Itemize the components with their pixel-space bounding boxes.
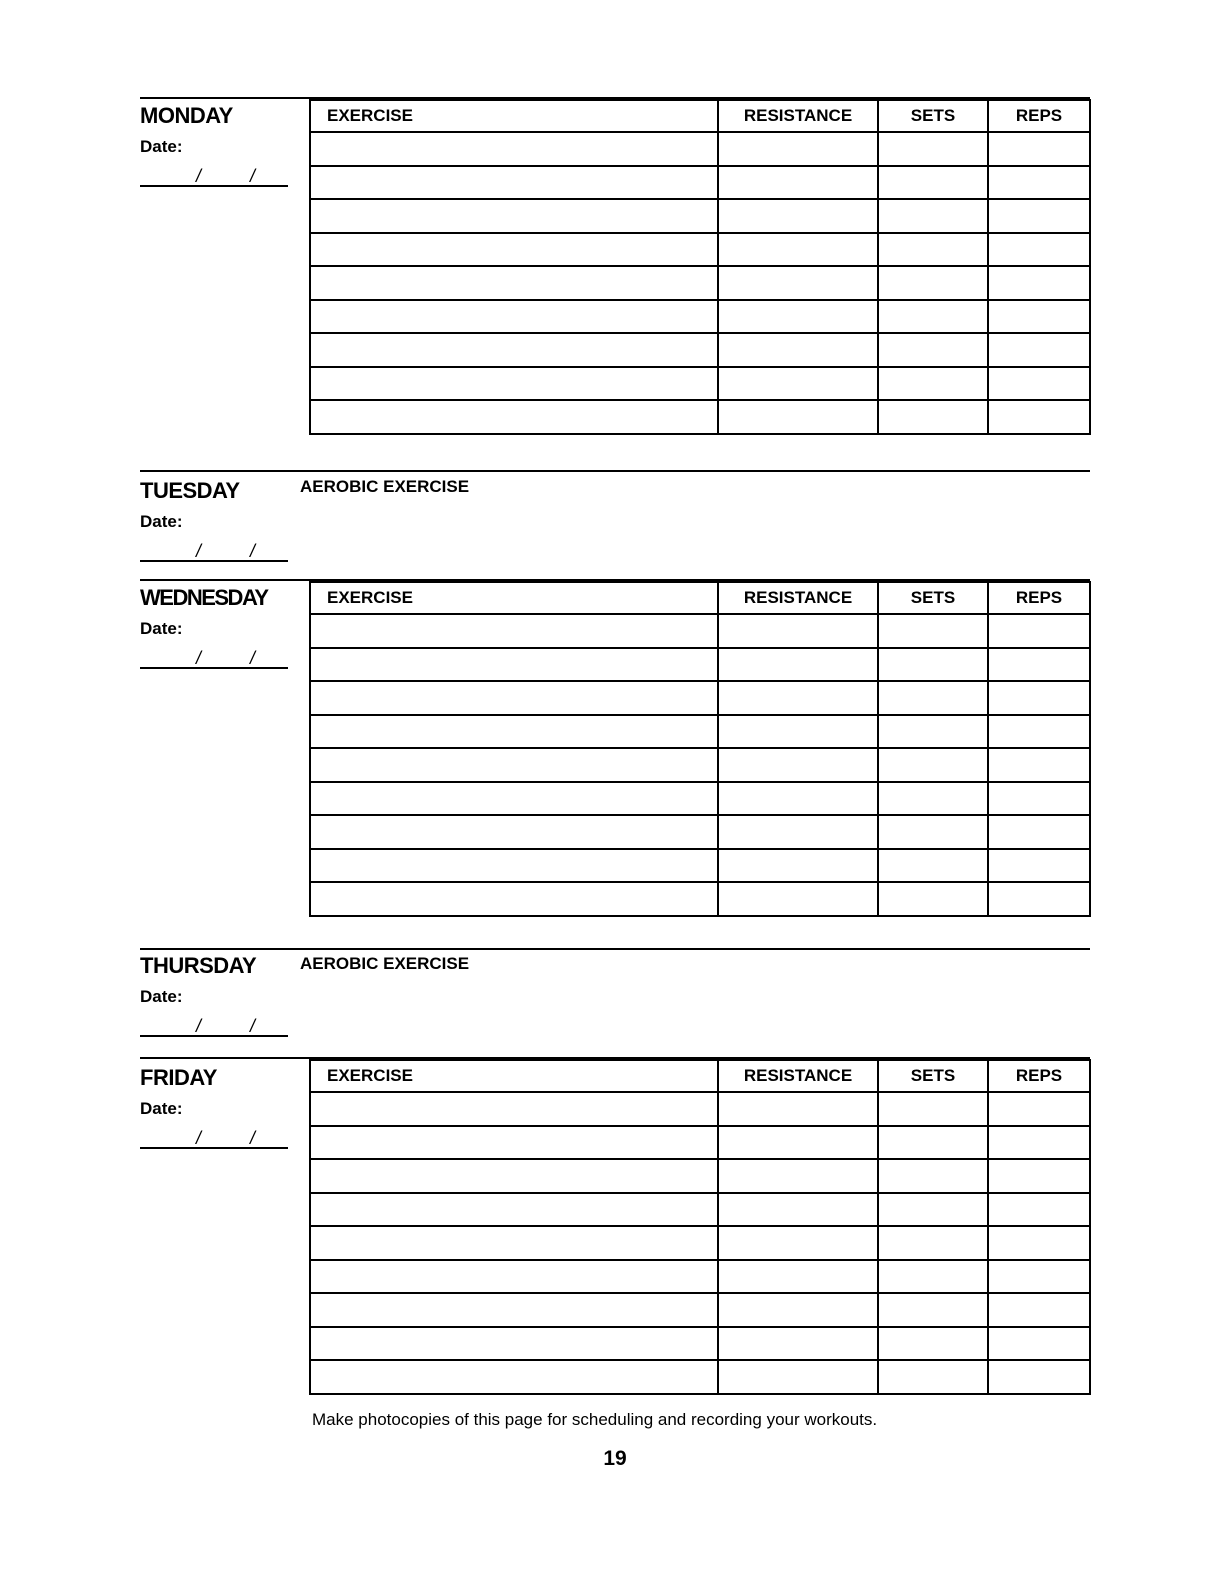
reps-cell[interactable] <box>988 266 1090 300</box>
tuesday-block <box>140 478 300 562</box>
header-sets: SETS <box>878 100 988 132</box>
sets-cell[interactable] <box>878 1092 988 1126</box>
tuesday-top-rule <box>140 470 1090 472</box>
exercise-cell[interactable] <box>310 1092 718 1126</box>
reps-cell[interactable] <box>988 782 1090 816</box>
reps-cell[interactable] <box>988 166 1090 200</box>
day-name-friday: FRIDAY <box>140 1065 217 1090</box>
resistance-cell[interactable] <box>718 166 878 200</box>
table-row <box>310 1126 1090 1160</box>
reps-cell[interactable] <box>988 1159 1090 1193</box>
table-row <box>310 1360 1090 1394</box>
table-row <box>310 1260 1090 1294</box>
reps-cell[interactable] <box>988 199 1090 233</box>
day-name-tuesday: TUESDAY <box>140 478 240 503</box>
exercise-cell[interactable] <box>310 132 718 166</box>
resistance-cell[interactable] <box>718 681 878 715</box>
date-slash: / <box>250 1128 256 1148</box>
sets-cell[interactable] <box>878 266 988 300</box>
exercise-cell[interactable] <box>310 1260 718 1294</box>
resistance-cell[interactable] <box>718 367 878 401</box>
table-row <box>310 166 1090 200</box>
sets-cell[interactable] <box>878 199 988 233</box>
reps-cell[interactable] <box>988 614 1090 648</box>
sets-cell[interactable] <box>878 1260 988 1294</box>
exercise-table-friday <box>309 1059 1091 1395</box>
friday-block <box>140 1065 300 1149</box>
exercise-cell[interactable] <box>310 882 718 916</box>
exercise-cell[interactable] <box>310 1193 718 1227</box>
sets-cell[interactable] <box>878 1126 988 1160</box>
exercise-cell[interactable] <box>310 1327 718 1361</box>
sets-cell[interactable] <box>878 333 988 367</box>
exercise-table-wednesday <box>309 581 1091 917</box>
table-row <box>310 1159 1090 1193</box>
sets-cell[interactable] <box>878 614 988 648</box>
table-row <box>310 614 1090 648</box>
date-slash: / <box>250 648 256 668</box>
date-label: Date: <box>140 619 183 638</box>
exercise-cell[interactable] <box>310 614 718 648</box>
sets-cell[interactable] <box>878 849 988 883</box>
day-name-wednesday: WEDNESDAY <box>140 585 268 610</box>
exercise-cell[interactable] <box>310 1159 718 1193</box>
resistance-cell[interactable] <box>718 782 878 816</box>
resistance-cell[interactable] <box>718 648 878 682</box>
aerobic-exercise-label-tuesday: AEROBIC EXERCISE <box>300 477 470 496</box>
table-row <box>310 132 1090 166</box>
header-sets: SETS <box>878 582 988 614</box>
table-row <box>310 266 1090 300</box>
reps-cell[interactable] <box>988 748 1090 782</box>
exercise-cell[interactable] <box>310 681 718 715</box>
reps-cell[interactable] <box>988 132 1090 166</box>
reps-cell[interactable] <box>988 1193 1090 1227</box>
table-row <box>310 233 1090 267</box>
thursday-block <box>140 953 300 1037</box>
date-slash: / <box>250 1016 256 1036</box>
day-name-monday: MONDAY <box>140 103 233 128</box>
exercise-cell[interactable] <box>310 782 718 816</box>
date-field-tuesday[interactable] <box>140 536 288 562</box>
date-slash: / <box>250 166 256 186</box>
date-slash: / <box>196 1128 202 1148</box>
exercise-cell[interactable] <box>310 715 718 749</box>
sets-cell[interactable] <box>878 233 988 267</box>
header-reps: REPS <box>988 1060 1090 1092</box>
table-row <box>310 648 1090 682</box>
exercise-cell[interactable] <box>310 400 718 434</box>
header-exercise: EXERCISE <box>310 1060 718 1092</box>
header-exercise: EXERCISE <box>310 100 718 132</box>
reps-cell[interactable] <box>988 1226 1090 1260</box>
exercise-cell[interactable] <box>310 233 718 267</box>
date-slash: / <box>196 166 202 186</box>
table-row <box>310 1193 1090 1227</box>
exercise-cell[interactable] <box>310 367 718 401</box>
table-row <box>310 849 1090 883</box>
exercise-cell[interactable] <box>310 266 718 300</box>
exercise-cell[interactable] <box>310 1126 718 1160</box>
exercise-table-monday <box>309 99 1091 435</box>
reps-cell[interactable] <box>988 400 1090 434</box>
resistance-cell[interactable] <box>718 1260 878 1294</box>
exercise-cell[interactable] <box>310 199 718 233</box>
table-row <box>310 400 1090 434</box>
sets-cell[interactable] <box>878 681 988 715</box>
resistance-cell[interactable] <box>718 233 878 267</box>
resistance-cell[interactable] <box>718 266 878 300</box>
header-exercise: EXERCISE <box>310 582 718 614</box>
table-row <box>310 715 1090 749</box>
resistance-cell[interactable] <box>718 333 878 367</box>
monday-block <box>140 103 300 187</box>
sets-cell[interactable] <box>878 882 988 916</box>
table-row <box>310 1226 1090 1260</box>
photocopy-note: Make photocopies of this page for scheduling and recording your workouts. <box>312 1410 878 1429</box>
exercise-cell[interactable] <box>310 1226 718 1260</box>
sets-cell[interactable] <box>878 815 988 849</box>
resistance-cell[interactable] <box>718 199 878 233</box>
sets-cell[interactable] <box>878 782 988 816</box>
resistance-cell[interactable] <box>718 1327 878 1361</box>
reps-cell[interactable] <box>988 648 1090 682</box>
reps-cell[interactable] <box>988 367 1090 401</box>
date-field-friday[interactable] <box>140 1123 288 1149</box>
reps-cell[interactable] <box>988 1126 1090 1160</box>
sets-cell[interactable] <box>878 367 988 401</box>
sets-cell[interactable] <box>878 132 988 166</box>
table-row <box>310 1293 1090 1327</box>
sets-cell[interactable] <box>878 1226 988 1260</box>
header-sets: SETS <box>878 1060 988 1092</box>
exercise-cell[interactable] <box>310 333 718 367</box>
reps-cell[interactable] <box>988 715 1090 749</box>
resistance-cell[interactable] <box>718 1360 878 1394</box>
exercise-cell[interactable] <box>310 648 718 682</box>
table-row <box>310 1327 1090 1361</box>
reps-cell[interactable] <box>988 333 1090 367</box>
sets-cell[interactable] <box>878 1159 988 1193</box>
aerobic-exercise-label-thursday: AEROBIC EXERCISE <box>300 954 470 973</box>
thursday-top-rule <box>140 948 1090 950</box>
exercise-cell[interactable] <box>310 815 718 849</box>
date-slash: / <box>196 1016 202 1036</box>
reps-cell[interactable] <box>988 1293 1090 1327</box>
reps-cell[interactable] <box>988 1360 1090 1394</box>
table-row <box>310 333 1090 367</box>
date-field-monday[interactable] <box>140 161 288 187</box>
page-number: 19 <box>603 1447 627 1470</box>
sets-cell[interactable] <box>878 1327 988 1361</box>
table-row <box>310 748 1090 782</box>
date-label: Date: <box>140 512 183 531</box>
resistance-cell[interactable] <box>718 1293 878 1327</box>
reps-cell[interactable] <box>988 1327 1090 1361</box>
reps-cell[interactable] <box>988 1260 1090 1294</box>
resistance-cell[interactable] <box>718 1126 878 1160</box>
resistance-cell[interactable] <box>718 882 878 916</box>
exercise-cell[interactable] <box>310 300 718 334</box>
resistance-cell[interactable] <box>718 748 878 782</box>
wednesday-block <box>140 585 300 669</box>
date-slash: / <box>196 648 202 668</box>
date-label: Date: <box>140 1099 183 1118</box>
table-row <box>310 815 1090 849</box>
table-row <box>310 300 1090 334</box>
sets-cell[interactable] <box>878 1360 988 1394</box>
header-reps: REPS <box>988 100 1090 132</box>
resistance-cell[interactable] <box>718 1159 878 1193</box>
exercise-cell[interactable] <box>310 1360 718 1394</box>
date-field-wednesday[interactable] <box>140 643 288 669</box>
table-row <box>310 1092 1090 1126</box>
sets-cell[interactable] <box>878 1193 988 1227</box>
resistance-cell[interactable] <box>718 614 878 648</box>
date-slash: / <box>196 541 202 561</box>
sets-cell[interactable] <box>878 715 988 749</box>
date-field-thursday[interactable] <box>140 1011 288 1037</box>
exercise-cell[interactable] <box>310 1293 718 1327</box>
sets-cell[interactable] <box>878 300 988 334</box>
sets-cell[interactable] <box>878 400 988 434</box>
resistance-cell[interactable] <box>718 815 878 849</box>
resistance-cell[interactable] <box>718 715 878 749</box>
exercise-cell[interactable] <box>310 166 718 200</box>
date-slash: / <box>250 541 256 561</box>
reps-cell[interactable] <box>988 815 1090 849</box>
reps-cell[interactable] <box>988 1092 1090 1126</box>
resistance-cell[interactable] <box>718 132 878 166</box>
reps-cell[interactable] <box>988 233 1090 267</box>
table-row <box>310 782 1090 816</box>
table-row <box>310 681 1090 715</box>
sets-cell[interactable] <box>878 648 988 682</box>
day-name-thursday: THURSDAY <box>140 953 257 978</box>
resistance-cell[interactable] <box>718 1193 878 1227</box>
resistance-cell[interactable] <box>718 1092 878 1126</box>
header-resistance: RESISTANCE <box>718 1060 878 1092</box>
resistance-cell[interactable] <box>718 400 878 434</box>
exercise-cell[interactable] <box>310 748 718 782</box>
sets-cell[interactable] <box>878 1293 988 1327</box>
table-row <box>310 882 1090 916</box>
sets-cell[interactable] <box>878 748 988 782</box>
resistance-cell[interactable] <box>718 1226 878 1260</box>
header-reps: REPS <box>988 582 1090 614</box>
reps-cell[interactable] <box>988 882 1090 916</box>
table-row <box>310 199 1090 233</box>
reps-cell[interactable] <box>988 300 1090 334</box>
sets-cell[interactable] <box>878 166 988 200</box>
header-resistance: RESISTANCE <box>718 100 878 132</box>
resistance-cell[interactable] <box>718 300 878 334</box>
date-label: Date: <box>140 137 183 156</box>
table-row <box>310 367 1090 401</box>
reps-cell[interactable] <box>988 849 1090 883</box>
reps-cell[interactable] <box>988 681 1090 715</box>
exercise-cell[interactable] <box>310 849 718 883</box>
date-label: Date: <box>140 987 183 1006</box>
resistance-cell[interactable] <box>718 849 878 883</box>
header-resistance: RESISTANCE <box>718 582 878 614</box>
